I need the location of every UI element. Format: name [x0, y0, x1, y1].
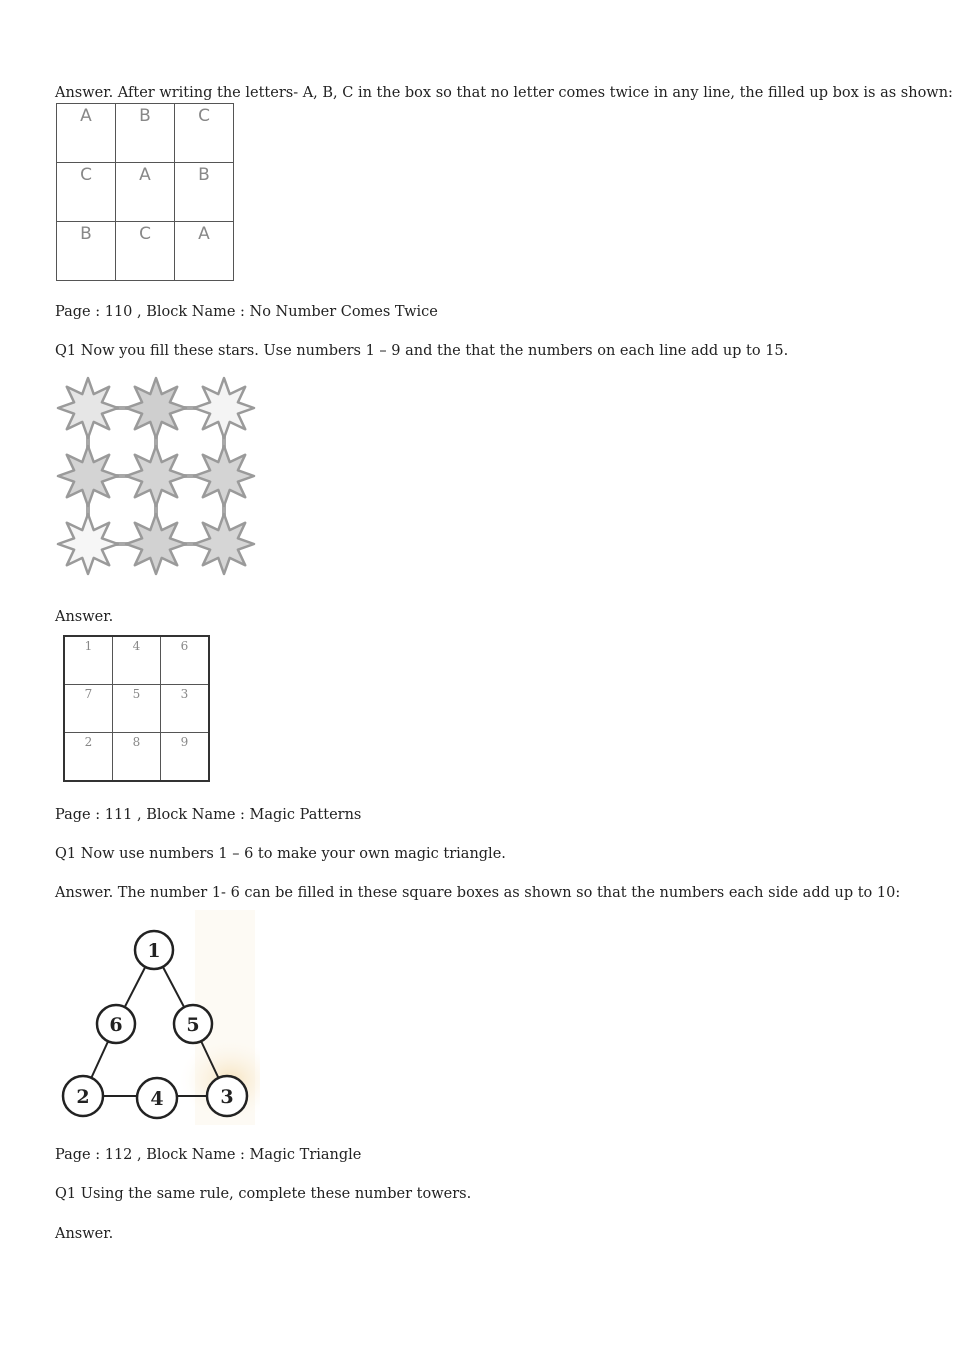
- question-number-towers: Q1 Using the same rule, complete these number towers.: [55, 1186, 472, 1202]
- letter-cell: C: [57, 163, 116, 222]
- star-shape: [58, 514, 118, 574]
- number-cell: 5: [113, 685, 161, 733]
- answer-magic-triangle: Answer. The number 1- 6 can be filled in these square boxes as shown so that the numbers each side add up to 10:: [55, 885, 901, 901]
- triangle-node-left-mid: [97, 1005, 135, 1043]
- star-grid-figure: [55, 375, 260, 580]
- number-cell: 8: [113, 733, 161, 782]
- magic-triangle-figure: [55, 910, 260, 1125]
- number-grid: [63, 635, 210, 782]
- letter-cell: B: [57, 222, 116, 281]
- letter-cell: B: [116, 104, 175, 163]
- star-shape: [194, 378, 254, 438]
- number-cell: 2: [64, 733, 113, 782]
- section-heading-112: Page : 112 , Block Name : Magic Triangle: [55, 1147, 362, 1163]
- question-stars: Q1 Now you fill these stars. Use numbers 1 – 9 and the that the numbers on each line add up to 15.: [55, 343, 789, 359]
- number-cell: 3: [161, 685, 210, 733]
- triangle-node-bottom-left: [63, 1076, 103, 1116]
- star-shape: [194, 514, 254, 574]
- letter-cell: B: [175, 163, 234, 222]
- triangle-number: 2: [76, 1086, 90, 1108]
- triangle-node-bottom-mid: [137, 1078, 177, 1118]
- letter-grid: [56, 103, 234, 281]
- letter-cell: C: [175, 104, 234, 163]
- section-heading-111: Page : 111 , Block Name : Magic Patterns: [55, 807, 362, 823]
- triangle-node-bottom-right: [207, 1076, 247, 1116]
- number-cell: 7: [64, 685, 113, 733]
- triangle-number: 4: [150, 1088, 164, 1110]
- triangle-number: 6: [109, 1014, 123, 1036]
- section-heading-110: Page : 110 , Block Name : No Number Comes Twice: [55, 304, 438, 320]
- letter-cell: A: [57, 104, 116, 163]
- letter-cell: A: [116, 163, 175, 222]
- star-shape: [58, 378, 118, 438]
- star-shape: [126, 514, 186, 574]
- letter-cell: C: [116, 222, 175, 281]
- star-shape: [126, 378, 186, 438]
- triangle-node-right-mid: [174, 1005, 212, 1043]
- answer-letter-grid-text: Answer. After writing the letters- A, B, C in the box so that no letter comes twice in any line, the filled up box is as shown:: [55, 85, 953, 101]
- star-shape: [194, 446, 254, 506]
- letter-cell: A: [175, 222, 234, 281]
- answer-label: Answer.: [55, 1226, 114, 1242]
- triangle-number: 1: [147, 940, 161, 962]
- question-magic-triangle: Q1 Now use numbers 1 – 6 to make your own magic triangle.: [55, 846, 506, 862]
- number-cell: 9: [161, 733, 210, 782]
- star-shape: [58, 446, 118, 506]
- triangle-number: 3: [220, 1086, 234, 1108]
- number-cell: 1: [64, 636, 113, 685]
- star-shape: [126, 446, 186, 506]
- number-cell: 6: [161, 636, 210, 685]
- triangle-node-top: [135, 931, 173, 969]
- triangle-number: 5: [186, 1014, 200, 1036]
- number-cell: 4: [113, 636, 161, 685]
- answer-label: Answer.: [55, 609, 114, 625]
